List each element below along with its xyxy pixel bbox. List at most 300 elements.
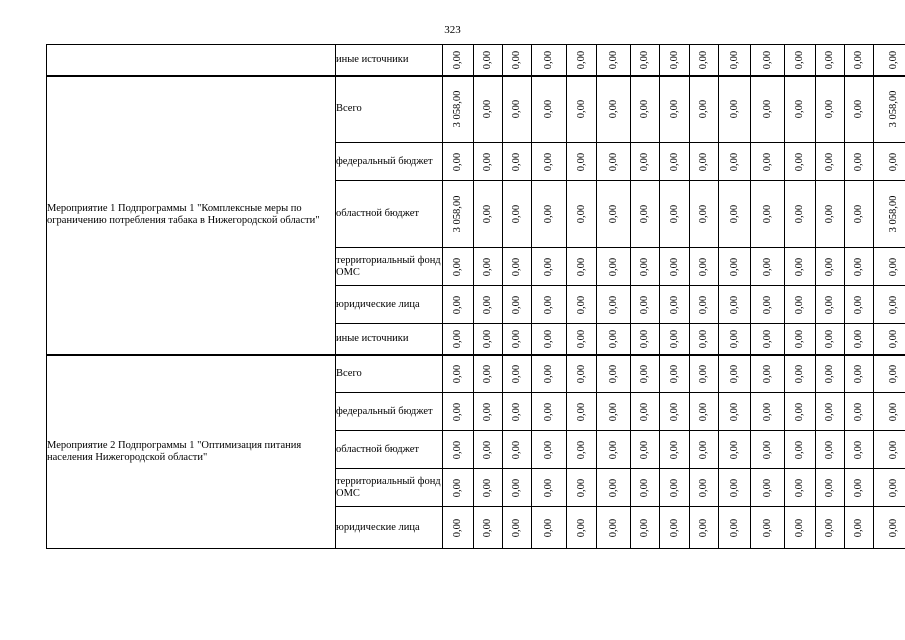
amount-cell [503,393,532,431]
amount-cell [443,507,474,549]
amount-value: 0,00 [887,364,899,383]
amount-value: 0,00 [698,364,709,383]
amount-cell [597,181,631,248]
amount-cell [874,393,905,431]
amount-cell [690,393,719,431]
budget-table [46,44,905,549]
measure-title: Мероприятие 2 Подпрограммы 1 "Оптимизация питания населения Нижегородской области" [47,355,336,549]
amount-value: 0,00 [543,100,554,119]
amount-cell [874,76,905,143]
amount-value: 0,00 [698,204,709,224]
amount-cell [719,143,751,181]
amount-value: 0,00 [698,329,709,348]
amount-value: 0,00 [794,295,805,314]
amount-cell [443,143,474,181]
amount-cell [532,143,567,181]
amount-cell [785,393,816,431]
amount-value: 0,00 [824,295,835,314]
amount-cell [785,286,816,324]
amount-cell [597,286,631,324]
amount-cell [597,431,631,469]
amount-cell [597,507,631,549]
amount-cell [785,507,816,549]
amount-cell [816,324,845,355]
amount-cell [567,76,597,143]
amount-cell [631,76,660,143]
amount-cell [785,469,816,507]
amount-cell [660,355,690,393]
amount-cell [719,393,751,431]
amount-cell [845,507,874,549]
amount-value: 0,00 [668,364,680,383]
amount-value: 0,00 [452,518,463,537]
amount-value: 0,00 [639,478,650,497]
amount-cell [474,507,503,549]
amount-value: 0,00 [639,402,650,421]
funding-source-label: Всего [336,355,443,393]
amount-value: 0,00 [853,402,864,421]
amount-value: 0,00 [698,50,709,69]
amount-cell [690,76,719,143]
measure-title [47,45,336,76]
amount-cell [597,45,631,76]
amount-cell [751,286,785,324]
amount-value: 0,00 [543,257,554,276]
funding-source-label: территориальный фонд ОМС [336,469,443,507]
amount-value: 0,00 [853,295,864,314]
amount-value: 0,00 [668,50,680,69]
amount-value: 0,00 [543,50,554,69]
amount-value: 0,00 [794,329,805,348]
amount-value: 0,00 [575,152,587,171]
amount-cell [719,324,751,355]
amount-value: 0,00 [639,152,650,171]
amount-value: 0,00 [482,364,493,383]
amount-value: 0,00 [761,50,773,69]
amount-value: 0,00 [575,329,587,348]
amount-cell [719,507,751,549]
amount-value: 0,00 [543,295,554,314]
table-row [47,355,905,393]
amount-value: 0,00 [607,329,619,348]
amount-cell [474,76,503,143]
amount-value: 0,00 [698,295,709,314]
amount-cell [719,355,751,393]
amount-cell [874,181,905,248]
amount-cell [532,248,567,286]
amount-cell [443,76,474,143]
amount-value: 0,00 [794,402,805,421]
amount-cell [567,393,597,431]
amount-cell [816,181,845,248]
amount-value: 0,00 [761,295,773,314]
amount-cell [503,143,532,181]
amount-cell [785,76,816,143]
amount-value: 0,00 [575,364,587,383]
page-number: 323 [444,24,461,36]
amount-value: 0,00 [728,50,740,69]
table-body [47,45,905,549]
amount-cell [631,181,660,248]
amount-cell [597,393,631,431]
amount-cell [443,286,474,324]
amount-value: 0,00 [639,364,650,383]
amount-cell [567,143,597,181]
amount-value: 0,00 [794,364,805,383]
amount-value: 0,00 [761,152,773,171]
amount-cell [597,248,631,286]
amount-value: 0,00 [761,257,773,276]
amount-cell [567,431,597,469]
amount-value: 0,00 [543,478,554,497]
amount-value: 0,00 [668,295,680,314]
amount-cell [690,286,719,324]
amount-cell [660,143,690,181]
amount-value: 0,00 [575,518,587,537]
amount-cell [816,431,845,469]
amount-cell [597,469,631,507]
amount-cell [631,507,660,549]
amount-value: 0,00 [543,518,554,537]
amount-cell [631,469,660,507]
amount-value: 0,00 [511,440,522,459]
amount-value: 0,00 [761,440,773,459]
amount-value: 0,00 [853,440,864,459]
amount-value: 0,00 [853,100,864,119]
amount-value: 0,00 [698,152,709,171]
amount-cell [631,431,660,469]
amount-value: 0,00 [794,204,805,224]
amount-cell [751,181,785,248]
amount-cell [503,45,532,76]
amount-value: 0,00 [824,329,835,348]
amount-cell [690,431,719,469]
amount-value: 0,00 [853,518,864,537]
amount-value: 0,00 [482,440,493,459]
measure-title: Мероприятие 1 Подпрограммы 1 "Комплексные меры по ограничению потребления табака в Нижегородской области" [47,76,336,355]
amount-value: 0,00 [668,402,680,421]
amount-value: 0,00 [728,478,740,497]
amount-cell [443,393,474,431]
amount-cell [816,143,845,181]
amount-value: 0,00 [575,100,587,119]
amount-value: 0,00 [543,329,554,348]
amount-cell [719,469,751,507]
amount-value: 0,00 [728,100,740,119]
amount-value: 0,00 [824,152,835,171]
amount-cell [631,393,660,431]
amount-value: 0,00 [482,100,493,119]
amount-cell [443,181,474,248]
amount-cell [532,507,567,549]
amount-cell [631,248,660,286]
amount-value: 0,00 [639,295,650,314]
amount-value: 0,00 [668,100,680,119]
amount-value: 0,00 [794,152,805,171]
amount-value: 0,00 [824,50,835,69]
amount-cell [845,286,874,324]
amount-value: 0,00 [452,402,463,421]
amount-cell [503,181,532,248]
amount-value: 0,00 [511,100,522,119]
amount-value: 0,00 [887,402,899,421]
amount-value: 3 058,00 [452,195,463,233]
amount-value: 0,00 [761,402,773,421]
amount-value: 0,00 [824,257,835,276]
amount-cell [690,324,719,355]
amount-cell [503,431,532,469]
amount-value: 0,00 [511,518,522,537]
amount-cell [660,507,690,549]
amount-value: 0,00 [698,100,709,119]
amount-value: 0,00 [668,478,680,497]
funding-source-label: областной бюджет [336,431,443,469]
amount-value: 0,00 [853,364,864,383]
amount-cell [567,181,597,248]
amount-value: 0,00 [824,402,835,421]
amount-value: 0,00 [887,329,899,348]
amount-cell [845,393,874,431]
amount-cell [474,181,503,248]
amount-cell [719,76,751,143]
amount-value: 0,00 [853,152,864,171]
amount-value: 0,00 [452,440,463,459]
amount-value: 0,00 [887,295,899,314]
table-row [47,45,905,76]
amount-value: 0,00 [794,478,805,497]
amount-value: 0,00 [698,478,709,497]
amount-value: 0,00 [794,50,805,69]
amount-cell [845,469,874,507]
amount-cell [597,324,631,355]
amount-cell [751,45,785,76]
amount-value: 3 058,00 [452,90,463,128]
amount-cell [660,181,690,248]
amount-cell [503,286,532,324]
amount-cell [690,355,719,393]
amount-cell [845,324,874,355]
amount-cell [816,507,845,549]
amount-cell [751,76,785,143]
amount-value: 0,00 [607,204,619,224]
amount-value: 0,00 [853,257,864,276]
amount-value: 0,00 [575,50,587,69]
amount-cell [660,45,690,76]
amount-cell [816,45,845,76]
amount-value: 0,00 [607,257,619,276]
amount-cell [443,45,474,76]
amount-cell [690,143,719,181]
amount-cell [567,45,597,76]
amount-cell [719,248,751,286]
amount-cell [816,248,845,286]
amount-cell [690,507,719,549]
amount-cell [532,286,567,324]
amount-cell [532,324,567,355]
amount-value: 0,00 [698,518,709,537]
amount-value: 0,00 [794,518,805,537]
amount-cell [503,248,532,286]
amount-value: 0,00 [761,478,773,497]
amount-value: 0,00 [853,478,864,497]
amount-cell [785,45,816,76]
amount-cell [532,469,567,507]
amount-value: 0,00 [887,478,899,497]
amount-value: 0,00 [452,257,463,276]
amount-value: 0,00 [452,152,463,171]
amount-cell [751,355,785,393]
amount-value: 0,00 [824,478,835,497]
amount-value: 0,00 [824,364,835,383]
amount-cell [816,286,845,324]
amount-cell [567,507,597,549]
amount-cell [751,469,785,507]
amount-cell [631,355,660,393]
amount-cell [597,143,631,181]
amount-value: 0,00 [761,204,773,224]
amount-cell [532,431,567,469]
amount-value: 0,00 [482,295,493,314]
amount-cell [474,286,503,324]
amount-cell [474,143,503,181]
amount-value: 0,00 [728,257,740,276]
amount-cell [503,355,532,393]
amount-value: 0,00 [639,329,650,348]
amount-cell [597,355,631,393]
funding-source-label: юридические лица [336,507,443,549]
amount-value: 0,00 [668,152,680,171]
amount-cell [751,324,785,355]
amount-cell [474,469,503,507]
amount-cell [845,355,874,393]
amount-cell [474,324,503,355]
amount-cell [816,393,845,431]
amount-cell [567,248,597,286]
amount-value: 0,00 [452,364,463,383]
amount-value: 0,00 [639,204,650,224]
amount-cell [503,324,532,355]
amount-cell [874,355,905,393]
amount-cell [532,76,567,143]
amount-value: 0,00 [607,152,619,171]
amount-cell [845,248,874,286]
amount-cell [751,507,785,549]
amount-value: 0,00 [639,100,650,119]
amount-cell [785,248,816,286]
amount-cell [874,143,905,181]
amount-cell [660,431,690,469]
amount-value: 0,00 [794,440,805,459]
amount-value: 0,00 [543,204,554,224]
amount-value: 0,00 [575,440,587,459]
amount-value: 0,00 [728,402,740,421]
amount-cell [443,431,474,469]
table-row [47,76,905,143]
amount-value: 0,00 [575,257,587,276]
amount-value: 0,00 [668,440,680,459]
amount-cell [785,355,816,393]
amount-cell [690,45,719,76]
amount-value: 0,00 [794,100,805,119]
amount-value: 0,00 [698,257,709,276]
amount-value: 0,00 [824,518,835,537]
amount-cell [631,45,660,76]
amount-value: 0,00 [728,152,740,171]
amount-cell [874,431,905,469]
amount-cell [503,469,532,507]
amount-cell [597,76,631,143]
amount-cell [845,181,874,248]
amount-cell [751,248,785,286]
amount-value: 0,00 [639,518,650,537]
amount-value: 0,00 [887,50,899,69]
amount-cell [532,181,567,248]
amount-cell [845,45,874,76]
amount-cell [443,248,474,286]
amount-value: 0,00 [887,152,899,171]
funding-source-label: областной бюджет [336,181,443,248]
amount-value: 0,00 [482,329,493,348]
amount-cell [874,248,905,286]
amount-cell [751,393,785,431]
amount-value: 0,00 [887,440,899,459]
amount-cell [845,431,874,469]
amount-value: 0,00 [575,295,587,314]
amount-value: 0,00 [607,100,619,119]
amount-value: 0,00 [511,364,522,383]
amount-cell [874,45,905,76]
amount-value: 0,00 [824,204,835,224]
amount-value: 0,00 [728,364,740,383]
funding-source-label: юридические лица [336,286,443,324]
amount-value: 0,00 [639,440,650,459]
amount-cell [719,45,751,76]
amount-cell [474,431,503,469]
funding-source-label: Всего [336,76,443,143]
amount-cell [532,393,567,431]
amount-value: 0,00 [761,100,773,119]
amount-value: 0,00 [853,329,864,348]
amount-value: 0,00 [761,329,773,348]
amount-cell [631,286,660,324]
amount-value: 0,00 [728,329,740,348]
amount-cell [567,355,597,393]
funding-source-label: территориальный фонд ОМС [336,248,443,286]
amount-cell [631,324,660,355]
amount-value: 0,00 [511,329,522,348]
amount-cell [567,469,597,507]
amount-value: 0,00 [511,402,522,421]
amount-cell [874,469,905,507]
amount-value: 0,00 [728,518,740,537]
amount-cell [690,469,719,507]
amount-value: 0,00 [728,204,740,224]
amount-cell [785,181,816,248]
amount-cell [816,469,845,507]
amount-value: 0,00 [543,402,554,421]
amount-value: 0,00 [543,152,554,171]
amount-value: 0,00 [607,295,619,314]
amount-cell [874,507,905,549]
amount-cell [660,248,690,286]
amount-value: 0,00 [482,518,493,537]
amount-value: 0,00 [607,402,619,421]
funding-source-label: иные источники [336,324,443,355]
amount-cell [567,286,597,324]
amount-cell [785,324,816,355]
funding-source-label: иные источники [336,45,443,76]
amount-cell [474,393,503,431]
